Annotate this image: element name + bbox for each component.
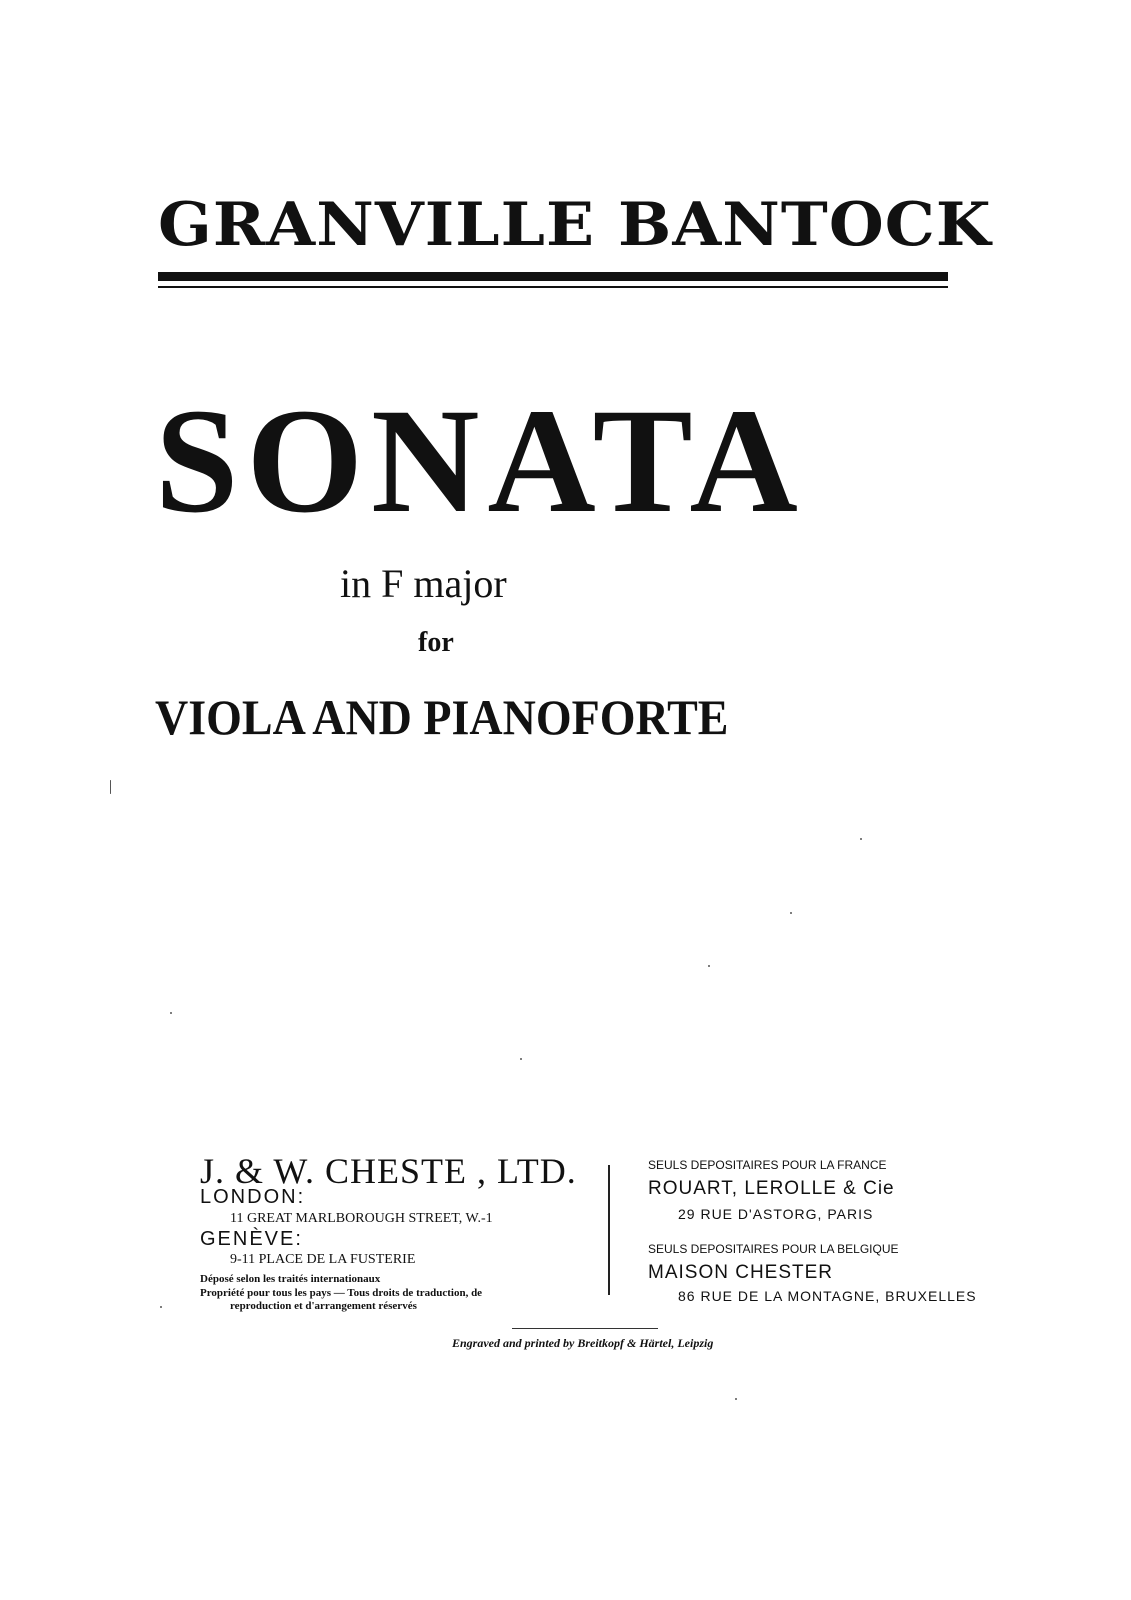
instrumentation: VIOLA AND PIANOFORTE (155, 689, 729, 745)
printer-rule (512, 1328, 658, 1329)
title-rule-thin (158, 286, 948, 288)
scan-speck (708, 965, 710, 967)
rights-note-line2: reproduction et d'arrangement réservés (230, 1300, 417, 1312)
london-address: 11 GREAT MARLBOROUGH STREET, W.-1 (230, 1211, 493, 1226)
work-title: SONATA (155, 378, 806, 544)
title-rule-thick (158, 272, 948, 281)
depose-note: Déposé selon les traités internationaux (200, 1273, 381, 1285)
for-word: for (418, 627, 454, 658)
scan-speck (160, 1306, 162, 1308)
geneve-label: GENÈVE: (200, 1228, 303, 1250)
publisher-name: J. & W. CHESTE , LTD. (200, 1151, 577, 1191)
france-depositary-name: ROUART, LEROLLE & Cie (648, 1178, 895, 1199)
scan-speck (790, 912, 792, 914)
printer-note: Engraved and printed by Breitkopf & Härtel, Leipzig (452, 1336, 714, 1350)
column-divider (608, 1165, 610, 1295)
belgium-depositary-address: 86 RUE DE LA MONTAGNE, BRUXELLES (678, 1288, 977, 1304)
scan-speck (860, 838, 862, 840)
composer-name: GRANVILLE BANTOCK (158, 190, 992, 260)
scan-speck (520, 1058, 522, 1060)
scan-speck (735, 1398, 737, 1400)
geneve-address: 9-11 PLACE DE LA FUSTERIE (230, 1252, 416, 1267)
scan-speck (170, 1012, 172, 1014)
work-key: in F major (340, 561, 507, 606)
rights-note-line1: Propriété pour tous les pays — Tous droits de traduction, de (200, 1287, 483, 1299)
belgium-depositary-label: SEULS DEPOSITAIRES POUR LA BELGIQUE (648, 1242, 899, 1256)
scan-speck (110, 780, 111, 794)
london-label: LONDON: (200, 1186, 306, 1208)
france-depositary-address: 29 RUE D'ASTORG, PARIS (678, 1206, 874, 1222)
belgium-depositary-name: MAISON CHESTER (648, 1262, 834, 1283)
france-depositary-label: SEULS DEPOSITAIRES POUR LA FRANCE (648, 1158, 887, 1172)
